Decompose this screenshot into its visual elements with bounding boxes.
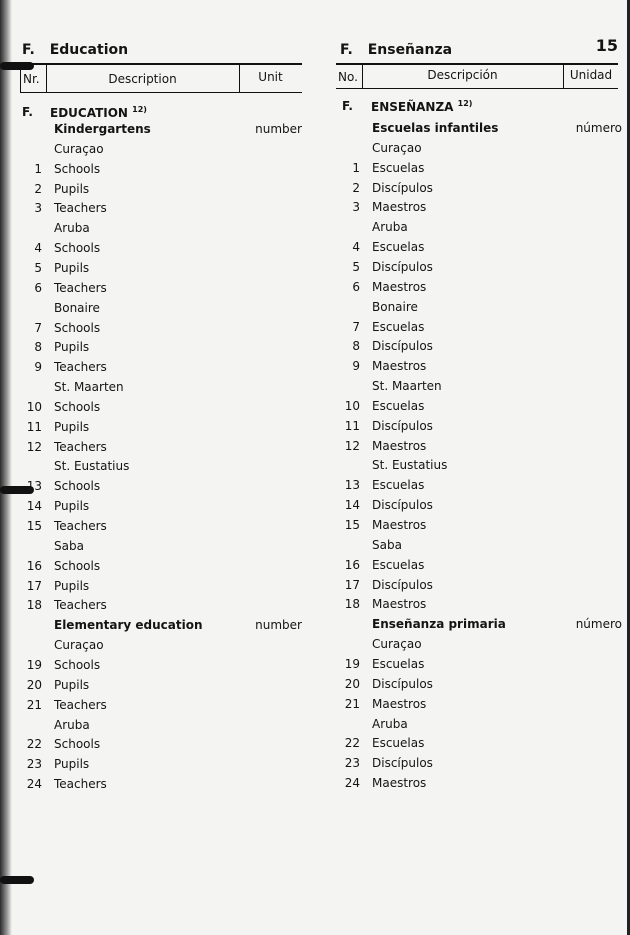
row-number: 11 — [344, 418, 360, 433]
left-header-top-rule — [20, 63, 302, 65]
row-number: 10 — [344, 398, 360, 413]
row-description: Maestros — [372, 438, 427, 453]
row-unit: number — [255, 122, 302, 136]
right-table-row — [334, 736, 622, 756]
left-section-title — [22, 42, 128, 58]
row-number: 4 — [34, 241, 42, 256]
right-section-title — [340, 42, 452, 58]
row-number: 22 — [26, 737, 42, 752]
row-description: Curaçao — [54, 638, 104, 653]
row-number: 15 — [344, 518, 360, 532]
row-description: St. Eustatius — [372, 458, 448, 473]
right-table-row — [334, 478, 622, 498]
row-number: 3 — [352, 200, 360, 215]
row-description: Pupils — [54, 181, 90, 196]
row-description: Saba — [372, 537, 402, 552]
row-number: 6 — [34, 280, 42, 295]
row-number: 7 — [34, 320, 42, 335]
row-description: Teachers — [54, 697, 107, 712]
right-table-row — [334, 399, 622, 419]
row-number: 17 — [344, 577, 360, 592]
row-number: 13 — [344, 478, 360, 493]
row-description: Teachers — [54, 777, 107, 792]
right-table-row — [334, 181, 622, 201]
row-number: 16 — [344, 557, 360, 572]
row-number: 4 — [352, 240, 360, 255]
left-table-row — [16, 598, 302, 618]
row-unit: número — [575, 617, 622, 632]
row-number: 2 — [352, 180, 360, 195]
right-table-row — [334, 617, 622, 637]
row-number: 6 — [352, 279, 360, 294]
right-table-row — [334, 498, 622, 518]
left-table-row — [16, 360, 302, 380]
right-table-row — [334, 359, 622, 379]
row-description: Schools — [54, 737, 101, 752]
row-description: Pupils — [54, 260, 90, 275]
row-description: Maestros — [372, 518, 427, 532]
right-table-row — [334, 121, 622, 141]
left-table-row — [16, 221, 302, 241]
row-description: Schools — [54, 657, 101, 672]
left-table-row — [16, 678, 302, 698]
row-description: Escuelas — [372, 319, 425, 334]
left-table-row — [16, 539, 302, 559]
row-number: 19 — [344, 656, 360, 671]
left-table-row — [16, 182, 302, 202]
row-description: Discípulos — [372, 259, 433, 274]
right-table-row — [334, 597, 622, 617]
row-number: 7 — [352, 319, 360, 334]
row-description: St. Maarten — [372, 379, 442, 394]
left-table-row — [16, 142, 302, 162]
row-description: Bonaire — [54, 300, 100, 315]
right-table-row — [334, 141, 622, 161]
left-table-row — [16, 340, 302, 360]
row-description: Aruba — [372, 716, 408, 731]
left-table-row — [16, 321, 302, 341]
right-table-row — [334, 776, 622, 796]
row-description: Aruba — [372, 220, 408, 235]
row-description: Maestros — [372, 279, 427, 294]
left-header-bottom-rule — [20, 92, 302, 93]
left-table-row — [16, 737, 302, 757]
row-number: 19 — [26, 657, 42, 672]
right-heading-footnote: 12) — [457, 99, 473, 108]
right-col-unit-header: Unidad — [569, 68, 613, 82]
row-number: 20 — [26, 677, 42, 692]
right-heading-text: ENSEÑANZA — [371, 100, 454, 114]
row-description: Schools — [54, 479, 101, 494]
row-description: Teachers — [54, 598, 107, 613]
row-description: Escuelas — [372, 240, 425, 255]
row-number: 5 — [352, 259, 360, 274]
right-table-row — [334, 677, 622, 697]
row-description: Discípulos — [372, 676, 433, 691]
row-number: 9 — [34, 360, 42, 375]
row-description: Schools — [54, 241, 101, 256]
left-table-row — [16, 519, 302, 539]
right-table-row — [334, 717, 622, 737]
row-number: 16 — [26, 558, 42, 573]
row-number: 11 — [26, 419, 42, 434]
row-number: 12 — [344, 438, 360, 453]
right-table-row — [334, 439, 622, 459]
right-heading-letter: F. — [342, 99, 353, 113]
left-table-row — [16, 301, 302, 321]
row-description: Teachers — [54, 519, 107, 533]
row-description: Pupils — [54, 677, 90, 692]
left-table-row — [16, 718, 302, 738]
row-unit: number — [255, 618, 302, 633]
left-table-row — [16, 201, 302, 221]
right-section-letter: F. — [340, 42, 353, 58]
left-heading-text-wrap — [50, 105, 147, 120]
right-table-row — [334, 260, 622, 280]
left-table-row — [16, 440, 302, 460]
row-number: 8 — [352, 339, 360, 354]
binder-ring — [0, 876, 34, 884]
row-description: Pupils — [54, 499, 90, 514]
right-table-row — [334, 558, 622, 578]
right-header-top-rule — [336, 63, 618, 65]
row-description: Kindergartens — [54, 122, 151, 136]
row-number: 23 — [344, 756, 360, 771]
row-number: 8 — [34, 340, 42, 355]
row-number: 21 — [26, 697, 42, 712]
row-description: Schools — [54, 161, 101, 176]
right-table-row — [334, 458, 622, 478]
left-table-row — [16, 400, 302, 420]
row-number: 3 — [34, 201, 42, 216]
row-number: 14 — [26, 499, 42, 514]
left-heading-text: EDUCATION — [50, 106, 128, 120]
binding-edge — [0, 0, 12, 935]
row-description: Enseñanza primaria — [372, 617, 506, 632]
right-table-row — [334, 697, 622, 717]
row-description: Aruba — [54, 221, 90, 236]
row-description: Teachers — [54, 360, 107, 375]
right-table-row — [334, 637, 622, 657]
row-description: Maestros — [372, 776, 427, 791]
left-col-unit-header: Unit — [258, 70, 283, 84]
right-section-name: Enseñanza — [367, 42, 453, 58]
row-description: Escuelas — [372, 557, 425, 572]
row-description: Discípulos — [372, 756, 433, 771]
right-table-row — [334, 339, 622, 359]
row-number: 23 — [26, 757, 42, 772]
right-table-row — [334, 220, 622, 240]
row-description: Saba — [54, 538, 84, 553]
row-number: 17 — [26, 578, 42, 593]
right-col-desc-header: Descripción — [427, 68, 498, 82]
left-table-row — [16, 479, 302, 499]
left-table-row — [16, 162, 302, 182]
right-col-nr-header: No. — [338, 70, 358, 84]
row-description: Discípulos — [372, 418, 433, 433]
row-description: Schools — [54, 558, 101, 573]
right-table-row — [334, 518, 622, 538]
row-number: 2 — [34, 181, 42, 196]
row-number: 1 — [352, 160, 360, 175]
row-description: Escuelas — [372, 160, 425, 175]
row-number: 18 — [26, 598, 42, 613]
left-table-row — [16, 777, 302, 797]
row-number: 9 — [352, 359, 360, 374]
left-table-row — [16, 122, 302, 142]
row-description: Pupils — [54, 419, 90, 434]
left-table-row — [16, 380, 302, 400]
row-description: Teachers — [54, 439, 107, 454]
right-table-row — [334, 538, 622, 558]
row-description: Escuelas — [372, 656, 425, 671]
left-section-letter: F. — [22, 42, 35, 58]
right-table-row — [334, 320, 622, 340]
row-number: 13 — [26, 479, 42, 494]
left-table-row — [16, 579, 302, 599]
left-table-row — [16, 420, 302, 440]
left-heading-letter: F. — [22, 105, 33, 119]
row-description: Schools — [54, 399, 101, 414]
right-header-bottom-rule — [336, 88, 618, 89]
left-heading-footnote: 12) — [132, 105, 147, 114]
row-description: Maestros — [372, 359, 427, 374]
row-description: Aruba — [54, 717, 90, 732]
row-description: Maestros — [372, 200, 427, 215]
left-table-row — [16, 559, 302, 579]
row-description: Discípulos — [372, 180, 433, 195]
left-table-row — [16, 281, 302, 301]
right-table-row — [334, 300, 622, 320]
row-description: Discípulos — [372, 498, 433, 513]
right-table-row — [334, 161, 622, 181]
row-number: 22 — [344, 736, 360, 751]
row-description: Discípulos — [372, 339, 433, 354]
row-description: Schools — [54, 320, 101, 335]
left-table-row — [16, 698, 302, 718]
row-description: Maestros — [372, 597, 427, 612]
row-number: 24 — [26, 777, 42, 792]
left-table-row — [16, 499, 302, 519]
row-description: Pupils — [54, 757, 90, 772]
row-description: Teachers — [54, 280, 107, 295]
row-number: 14 — [344, 498, 360, 513]
row-description: Curaçao — [372, 637, 422, 652]
row-description: Bonaire — [372, 299, 418, 314]
left-table-row — [16, 757, 302, 777]
right-table-row — [334, 200, 622, 220]
row-description: Escuelas — [372, 736, 425, 751]
row-description: Curaçao — [372, 140, 422, 155]
row-description: St. Eustatius — [54, 459, 130, 474]
row-description: Pupils — [54, 340, 90, 355]
row-description: Maestros — [372, 696, 427, 711]
left-table-row — [16, 658, 302, 678]
row-number: 15 — [26, 519, 42, 533]
left-table-row — [16, 638, 302, 658]
right-main-heading — [342, 99, 622, 119]
row-number: 12 — [26, 439, 42, 454]
right-table-row — [334, 379, 622, 399]
row-description: Escuelas — [372, 398, 425, 413]
row-description: St. Maarten — [54, 380, 124, 395]
row-number: 10 — [26, 399, 42, 414]
row-description: Elementary education — [54, 618, 203, 633]
right-table-row — [334, 280, 622, 300]
row-description: Pupils — [54, 578, 90, 593]
page-number: 15 — [595, 36, 618, 55]
right-table-row — [334, 578, 622, 598]
row-number: 5 — [34, 260, 42, 275]
right-table-row — [334, 756, 622, 776]
left-header-divider — [20, 64, 21, 92]
left-table-row — [16, 459, 302, 479]
row-description: Curaçao — [54, 141, 104, 156]
left-table-row — [16, 618, 302, 638]
left-table-row — [16, 241, 302, 261]
right-table-row — [334, 240, 622, 260]
row-number: 21 — [344, 696, 360, 711]
left-table-row — [16, 261, 302, 281]
right-heading-text-wrap — [371, 99, 472, 114]
row-number: 18 — [344, 597, 360, 612]
row-number: 20 — [344, 676, 360, 691]
row-description: Escuelas infantiles — [372, 121, 499, 135]
left-col-nr-header: Nr. — [23, 72, 40, 86]
row-unit: número — [575, 121, 622, 135]
row-number: 24 — [344, 776, 360, 791]
row-description: Discípulos — [372, 577, 433, 592]
row-description: Teachers — [54, 201, 107, 216]
left-col-desc-header: Description — [108, 72, 177, 86]
row-description: Escuelas — [372, 478, 425, 493]
right-table-row — [334, 657, 622, 677]
left-section-name: Education — [49, 42, 129, 58]
right-table-row — [334, 419, 622, 439]
row-number: 1 — [34, 161, 42, 176]
